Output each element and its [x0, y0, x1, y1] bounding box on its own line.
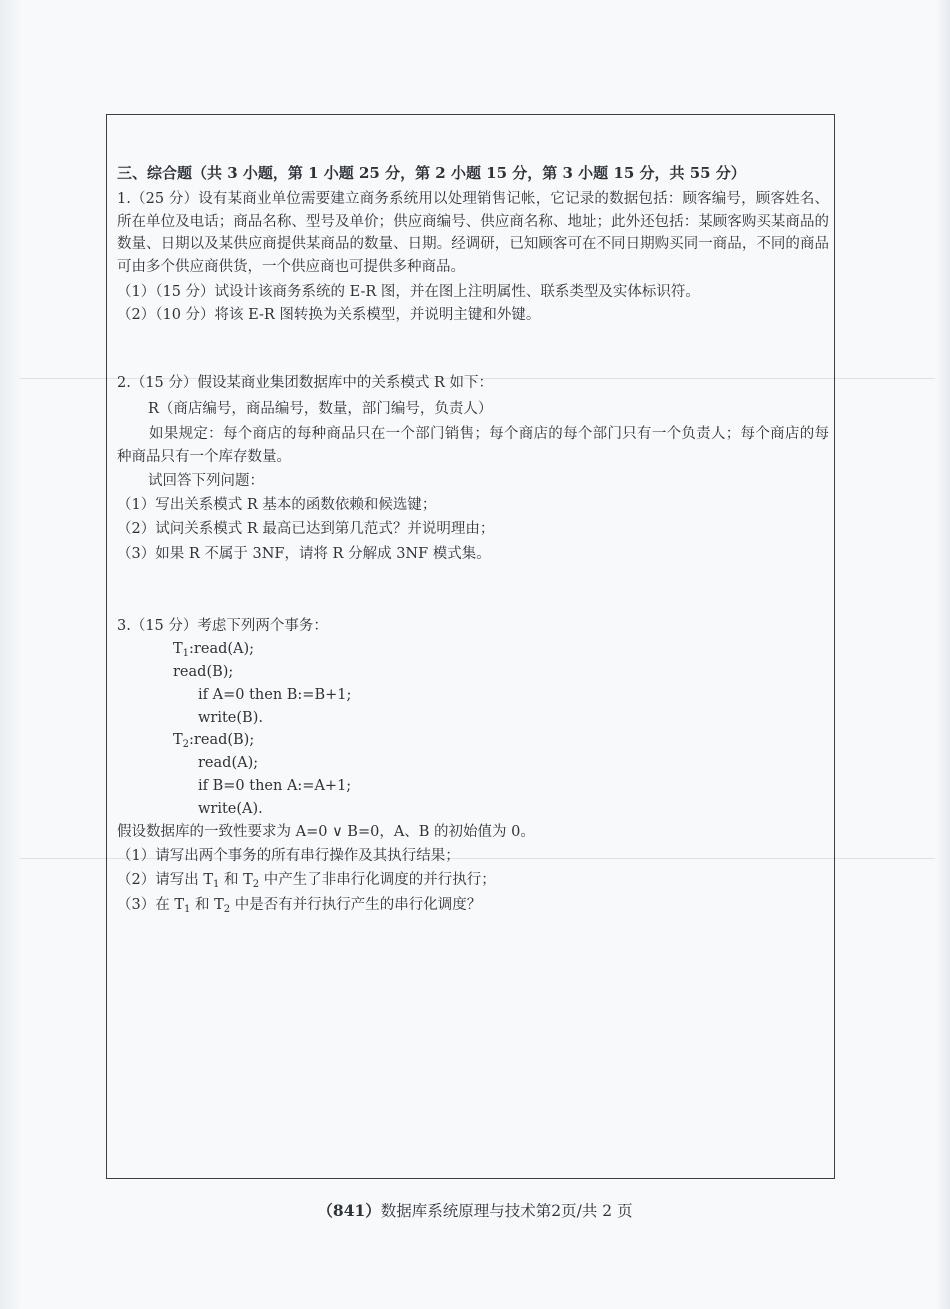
q2-relation: R（商店编号，商品编号，数量，部门编号，负责人）: [148, 401, 493, 417]
q1-stem: 1.（25 分）设有某商业单位需要建立商务系统用以处理销售记帐，它记录的数据包括：顾客编号，顾客姓名、所在单位及电话；商品名称、型号及单价；供应商编号、供应商名称、地址；此外还包括：某顾客购买某商品的数量、日期以及某供应商提供某商品的数量、日期。经调研，已知顾客可在不同日期购买同一商品，不同的商品可由多个供应商供货，一个供应商也可提供多种商品。: [117, 191, 829, 275]
section-title: 三、综合题（共 3 小题，第 1 小题 25 分，第 2 小题 15 分，第 3 小题 15 分，共 55 分）: [117, 164, 746, 182]
subscript: 1: [184, 904, 191, 915]
q3-sub2: [117, 869, 496, 891]
course-code: （841）: [317, 1201, 381, 1220]
t1-subscript: 1: [182, 648, 190, 659]
q3-t2-first: [173, 729, 254, 751]
q3-stem: 3.（15 分）考虑下列两个事务：: [117, 618, 328, 634]
subscript: 2: [223, 904, 231, 915]
q3-consistency: 假设数据库的一致性要求为 A=0 ∨ B=0，A、B 的初始值为 0。: [117, 824, 535, 840]
q3-sub3-part: 中是否有并行执行产生的串行化调度？: [230, 897, 482, 913]
q3-sub2-part: 中产生了非串行化调度的并行执行；: [259, 872, 496, 888]
q2-sub1: （1）写出关系模式 R 基本的函数依赖和候选键；: [117, 497, 437, 513]
q3-sub1: （1）请写出两个事务的所有串行操作及其执行结果；: [117, 848, 460, 864]
subscript: 1: [213, 879, 220, 890]
q3-sub3-part: 和 T: [190, 897, 224, 913]
q3-t1-l2: read(B);: [173, 664, 234, 680]
q2-sub2: （2）试问关系模式 R 最高已达到第几范式？并说明理由；: [117, 521, 495, 537]
q3-sub3: [117, 894, 481, 916]
q3-t2-l2: read(A);: [198, 755, 259, 771]
page-footer: [0, 1199, 950, 1221]
q3-t2-l3: if B=0 then A:=A+1;: [198, 778, 352, 794]
q2-stem: 2.（15 分）假设某商业集团数据库中的关系模式 R 如下：: [117, 375, 494, 391]
t1-first-op: :read(A);: [189, 641, 255, 657]
t2-name: T: [173, 732, 183, 748]
q3-sub2-part: 和 T: [219, 872, 253, 888]
q3-t1-l3: if A=0 then B:=B+1;: [198, 687, 352, 703]
q2-prompt: 试回答下列问题：: [148, 473, 264, 489]
t2-subscript: 2: [182, 739, 190, 750]
q3-sub3-part: （3）在 T: [117, 897, 185, 913]
q1-sub2: （2）（10 分）将该 E-R 图转换为关系模型，并说明主键和外键。: [117, 307, 541, 323]
scan-edge-left: [0, 0, 22, 1309]
q3-t2-l4: write(A).: [198, 801, 263, 817]
t2-first-op: :read(B);: [189, 732, 255, 748]
q1-sub1: （1）（15 分）试设计该商务系统的 E-R 图，并在图上注明属性、联系类型及实体标识符。: [117, 284, 700, 300]
q2-sub3: （3）如果 R 不属于 3NF，请将 R 分解成 3NF 模式集。: [117, 546, 491, 562]
footer-text: 数据库系统原理与技术第2页/共 2 页: [380, 1202, 633, 1220]
q2-rules: 如果规定：每个商店的每种商品只在一个部门销售；每个商店的每个部门只有一个负责人；每个商店的每种商品只有一个库存数量。: [117, 426, 829, 465]
subscript: 2: [252, 879, 260, 890]
q3-t1-l4: write(B).: [198, 710, 263, 726]
scan-edge-right: [936, 0, 950, 1309]
q3-t1-first: [173, 638, 254, 660]
t1-name: T: [173, 641, 183, 657]
q3-sub2-part: （2）请写出 T: [117, 872, 214, 888]
